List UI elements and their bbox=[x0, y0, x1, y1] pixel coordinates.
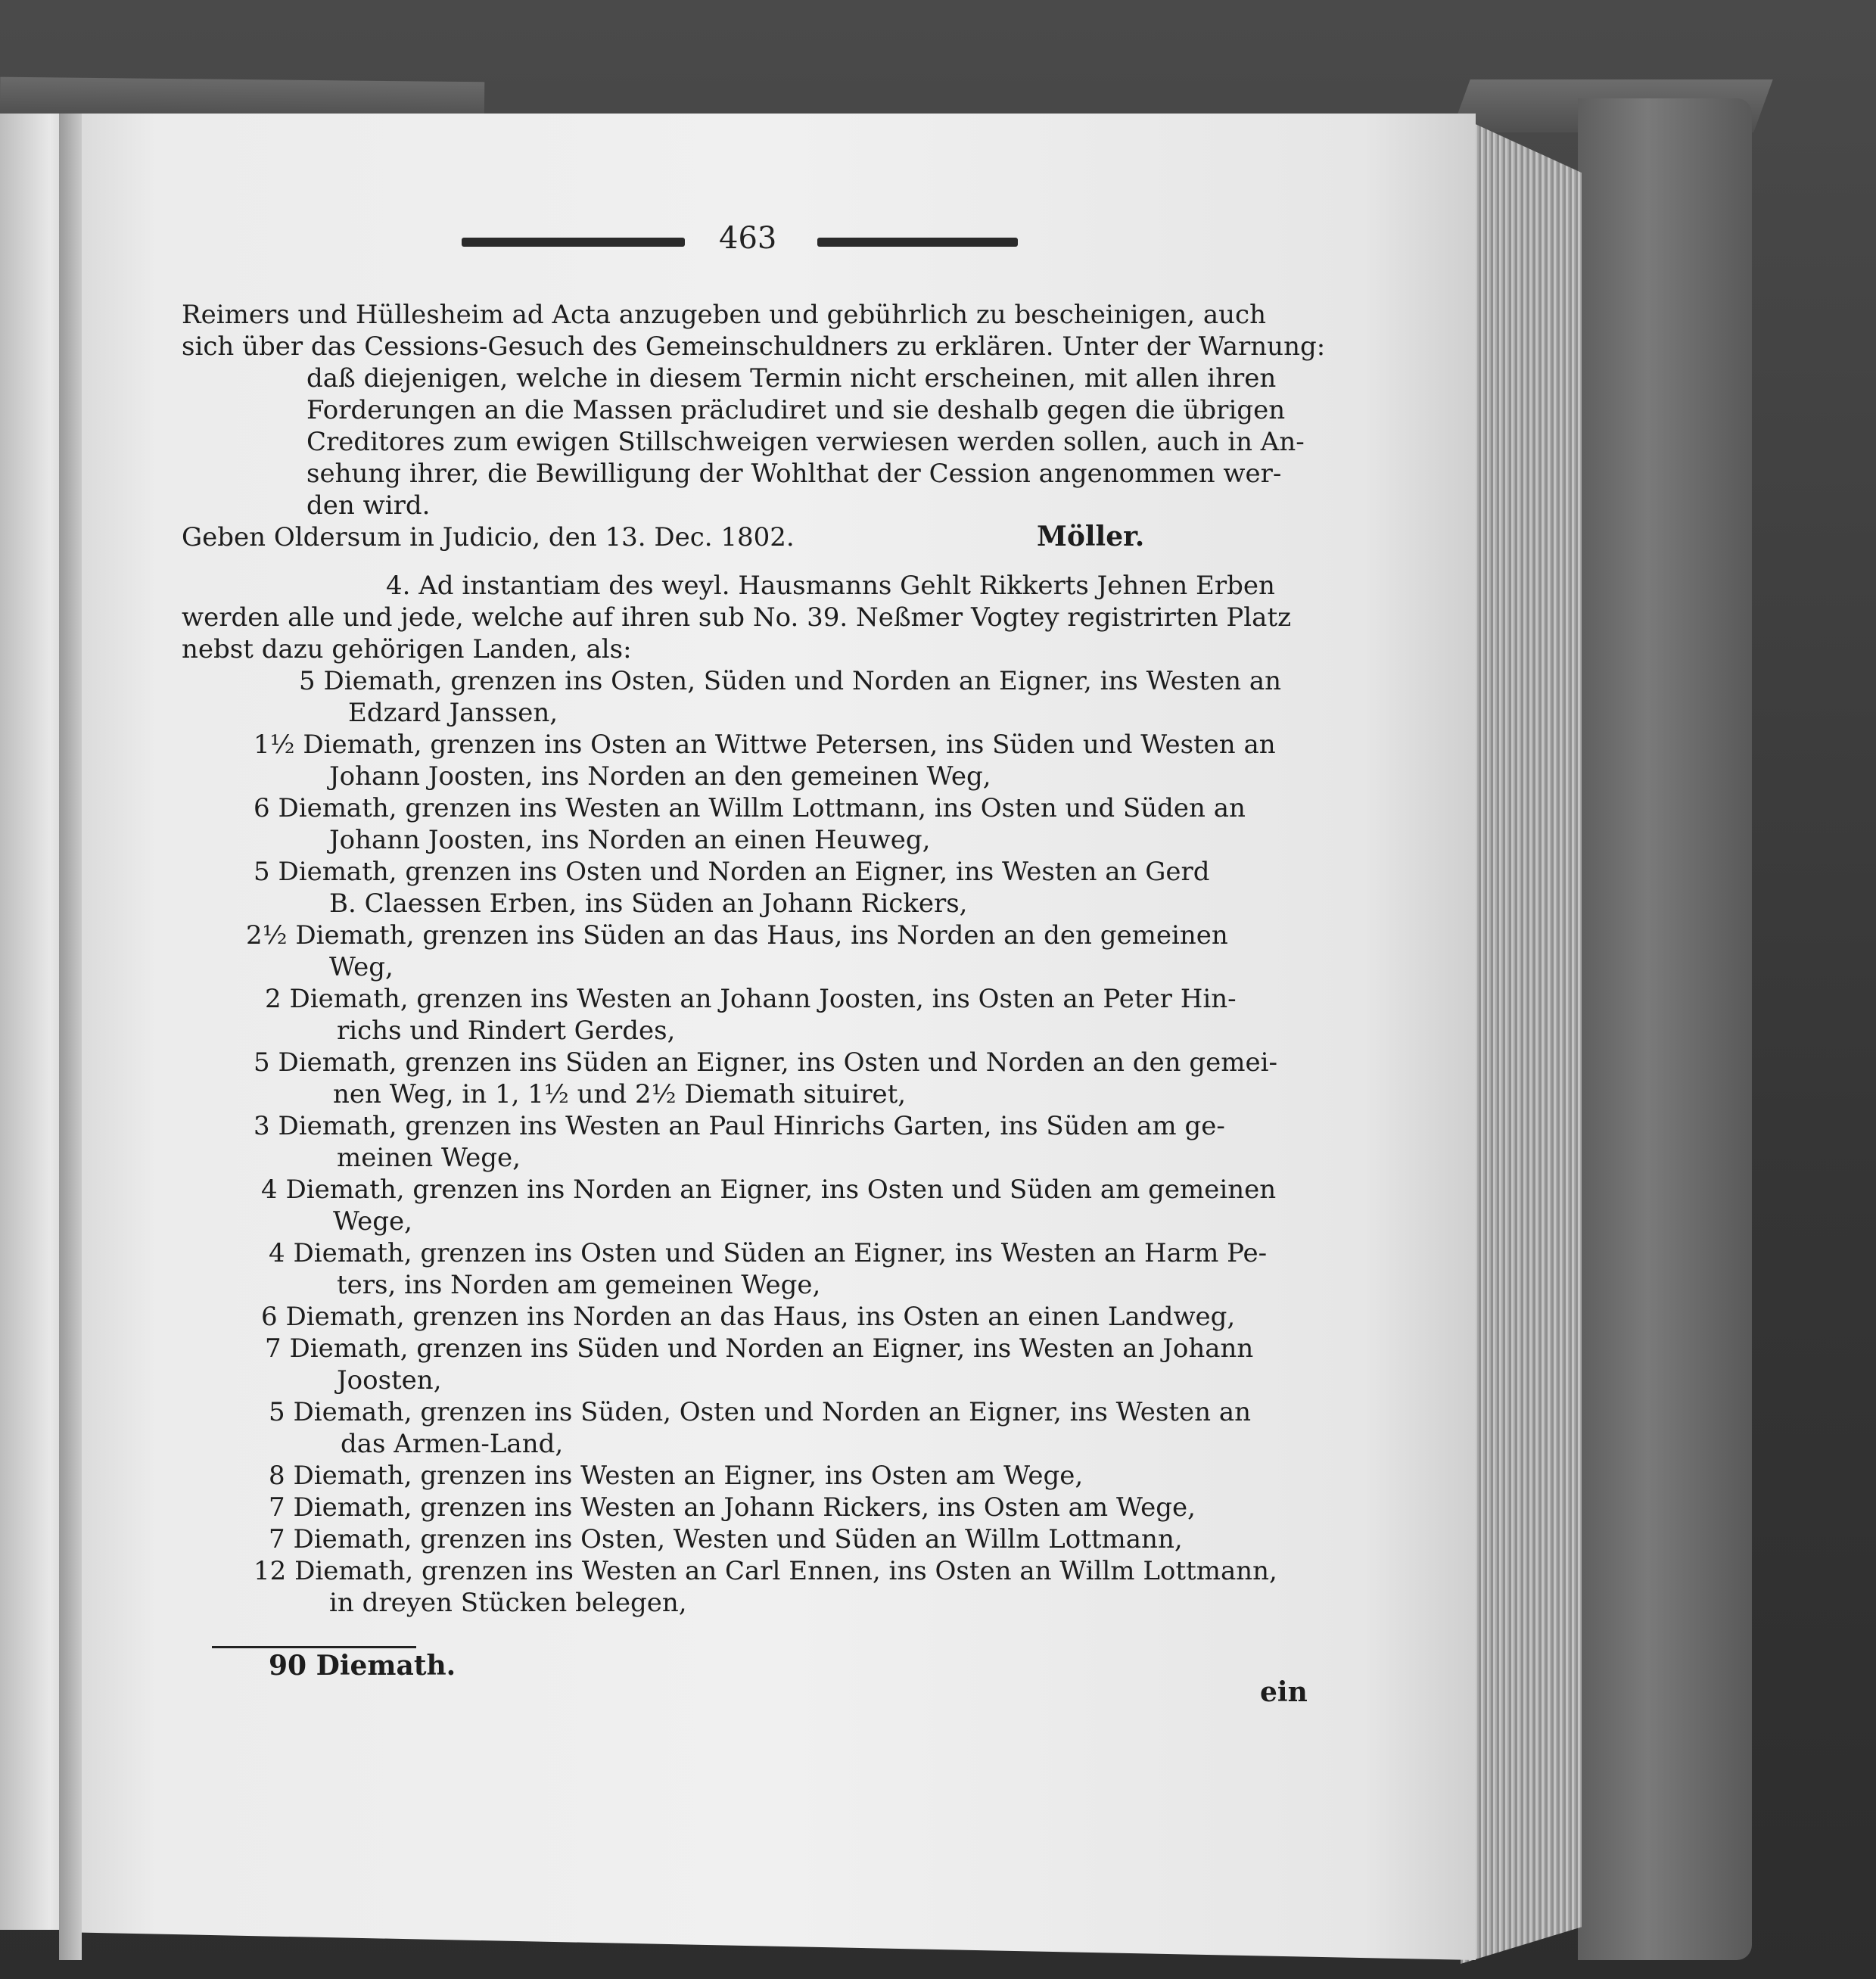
text-line: 6 Diemath, grenzen ins Westen an Willm Lottmann, ins Osten und Süden an bbox=[254, 793, 1246, 823]
page-header bbox=[462, 221, 1022, 259]
catchword: ein bbox=[1260, 1676, 1308, 1708]
text-line: 4. Ad instantiam des weyl. Hausmanns Gehlt Rikkerts Jehnen Erben bbox=[386, 571, 1275, 601]
text-line: nebst dazu gehörigen Landen, als: bbox=[182, 634, 632, 664]
text-line: 4 Diemath, grenzen ins Osten und Süden an Eigner, ins Westen an Harm Pe- bbox=[269, 1238, 1268, 1268]
text-line: nen Weg, in 1, 1½ und 2½ Diemath situiret, bbox=[333, 1079, 907, 1109]
page-number: 463 bbox=[719, 221, 777, 256]
text-line: in dreyen Stücken belegen, bbox=[329, 1588, 687, 1618]
text-line: Reimers und Hüllesheim ad Acta anzugeben und gebührlich zu bescheinigen, auch bbox=[182, 300, 1266, 330]
text-line: ters, ins Norden am gemeinen Wege, bbox=[337, 1270, 821, 1300]
text-line: 8 Diemath, grenzen ins Westen an Eigner, ins Osten am Wege, bbox=[269, 1461, 1084, 1491]
page-edges bbox=[1461, 117, 1582, 1964]
text-line: 12 Diemath, grenzen ins Westen an Carl Ennen, ins Osten an Willm Lottmann, bbox=[254, 1556, 1277, 1586]
text-line: daß diejenigen, welche in diesem Termin nicht erscheinen, mit allen ihren bbox=[306, 363, 1277, 394]
text-line: das Armen-Land, bbox=[341, 1429, 564, 1459]
text-line: 7 Diemath, grenzen ins Westen an Johann Rickers, ins Osten am Wege, bbox=[269, 1492, 1196, 1523]
text-line: sich über das Cessions-Gesuch des Gemeinschuldners zu erklären. Unter der Warnung: bbox=[182, 331, 1326, 362]
total-rule bbox=[212, 1646, 416, 1648]
header-rule-left bbox=[462, 238, 685, 247]
text-line: werden alle und jede, welche auf ihren sub No. 39. Neßmer Vogtey registrirten Platz bbox=[182, 602, 1292, 633]
text-line: Geben Oldersum in Judicio, den 13. Dec. 1802. bbox=[182, 522, 795, 552]
text-line: Forderungen an die Massen präcludiret und sie deshalb gegen die übrigen bbox=[306, 395, 1286, 425]
text-line: 7 Diemath, grenzen ins Süden und Norden an Eigner, ins Westen an Johann bbox=[265, 1333, 1254, 1364]
text-line: Wege, bbox=[333, 1206, 412, 1237]
header-rule-right bbox=[817, 238, 1018, 247]
text-line: 2½ Diemath, grenzen ins Süden an das Haus, ins Norden an den gemeinen bbox=[246, 920, 1228, 951]
text-line: 4 Diemath, grenzen ins Norden an Eigner, ins Osten und Süden am gemeinen bbox=[261, 1175, 1277, 1205]
total-line: 90 Diemath. bbox=[269, 1650, 456, 1682]
text-line: Joosten, bbox=[337, 1365, 442, 1396]
text-line: 2 Diemath, grenzen ins Westen an Johann Joosten, ins Osten an Peter Hin- bbox=[265, 984, 1237, 1014]
text-line: Johann Joosten, ins Norden an den gemeinen Weg, bbox=[329, 761, 991, 792]
book-cover bbox=[1578, 98, 1752, 1960]
text-line: Johann Joosten, ins Norden an einen Heuweg, bbox=[329, 825, 931, 855]
text-line: 3 Diemath, grenzen ins Westen an Paul Hinrichs Garten, ins Süden am ge- bbox=[254, 1111, 1225, 1141]
text-line: 7 Diemath, grenzen ins Osten, Westen und Süden an Willm Lottmann, bbox=[269, 1524, 1183, 1554]
text-line: sehung ihrer, die Bewilligung der Wohlthat der Cession angenommen wer- bbox=[306, 459, 1282, 489]
text-line: B. Claessen Erben, ins Süden an Johann Rickers, bbox=[329, 888, 968, 919]
text-line: Edzard Janssen, bbox=[348, 698, 558, 728]
text-line: 6 Diemath, grenzen ins Norden an das Haus, ins Osten an einen Landweg, bbox=[261, 1302, 1236, 1332]
text-line: 5 Diemath, grenzen ins Süden an Eigner, ins Osten und Norden an den gemei- bbox=[254, 1047, 1277, 1078]
text-line: Creditores zum ewigen Stillschweigen verwiesen werden sollen, auch in An- bbox=[306, 427, 1305, 457]
text-line: 5 Diemath, grenzen ins Osten, Süden und Norden an Eigner, ins Westen an bbox=[299, 666, 1282, 696]
text-line: 5 Diemath, grenzen ins Süden, Osten und Norden an Eigner, ins Westen an bbox=[269, 1397, 1252, 1427]
text-line: 1½ Diemath, grenzen ins Osten an Wittwe Petersen, ins Süden und Westen an bbox=[254, 730, 1276, 760]
text-line: meinen Wege, bbox=[337, 1143, 521, 1173]
gutter bbox=[59, 114, 82, 1960]
text-line: den wird. bbox=[306, 490, 431, 521]
text-line: richs und Rindert Gerdes, bbox=[337, 1016, 676, 1046]
signature: Möller. bbox=[1037, 521, 1145, 552]
text-line: Weg, bbox=[329, 952, 394, 982]
text-line: 5 Diemath, grenzen ins Osten und Norden an Eigner, ins Westen an Gerd bbox=[254, 857, 1210, 887]
